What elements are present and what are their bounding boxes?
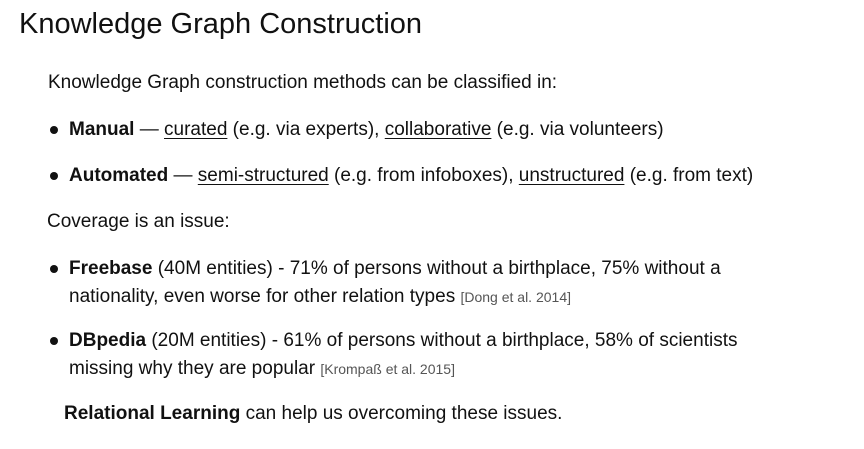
conclusion-text: [64, 402, 562, 426]
kb-desc: missing why they are popular: [69, 358, 321, 379]
list-item-freebase: [50, 255, 721, 311]
list-item-manual: [50, 116, 664, 144]
kb-desc: nationality, even worse for other relation types: [69, 286, 461, 307]
bullet-icon: [50, 172, 58, 180]
list-item-text: [69, 327, 737, 383]
kb-desc: (40M entities) - 71% of persons without a birthplace, 75% without a: [152, 258, 721, 279]
list-item-dbpedia: [50, 327, 737, 383]
method-desc: (e.g. via volunteers): [491, 119, 664, 140]
kb-name: DBpedia: [69, 330, 147, 351]
method-name: Automated: [69, 165, 169, 186]
citation: [Dong et al. 2014]: [460, 289, 571, 305]
intro-text: Knowledge Graph construction methods can be classified in:: [48, 72, 558, 93]
citation: [Krompaß et al. 2015]: [320, 361, 455, 377]
list-item-automated: [50, 162, 753, 190]
page-title: Knowledge Graph Construction: [19, 8, 423, 40]
method-term: collaborative: [384, 119, 492, 140]
method-term: semi-structured: [197, 165, 329, 186]
kb-desc: (20M entities) - 61% of persons without a birthplace, 58% of scientists: [146, 330, 738, 351]
method-name: Manual: [69, 119, 135, 140]
method-desc: (e.g. from infoboxes),: [328, 165, 519, 186]
conclusion-rest: can help us overcoming these issues.: [240, 403, 563, 424]
method-term: unstructured: [518, 165, 625, 186]
bullet-icon: [50, 337, 58, 345]
method-term: curated: [164, 119, 228, 140]
method-desc: (e.g. via experts),: [227, 119, 385, 140]
coverage-heading: Coverage is an issue:: [47, 211, 230, 232]
method-dash: —: [134, 119, 165, 140]
list-item-text: [69, 162, 753, 190]
bullet-icon: [50, 265, 58, 273]
list-item-text: [69, 116, 664, 144]
list-item-text: [69, 255, 721, 311]
kb-name: Freebase: [69, 258, 153, 279]
method-dash: —: [168, 165, 198, 186]
conclusion-bold: Relational Learning: [64, 403, 241, 424]
bullet-icon: [50, 126, 58, 134]
method-desc: (e.g. from text): [624, 165, 754, 186]
